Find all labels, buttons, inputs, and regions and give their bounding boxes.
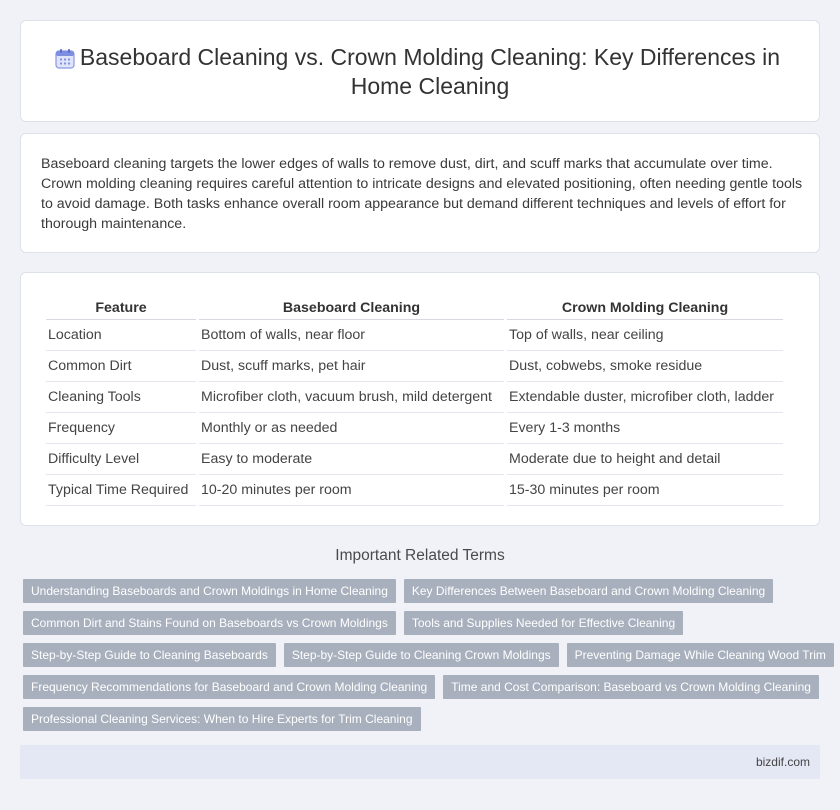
related-term-link[interactable]: Step-by-Step Guide to Cleaning Baseboards [23,643,276,667]
related-term-link[interactable]: Preventing Damage While Cleaning Wood Trim [567,643,834,667]
cell-baseboard: Monthly or as needed [199,413,504,444]
related-terms-tags [23,579,826,739]
cell-baseboard: Easy to moderate [199,444,504,475]
header-crown-molding: Crown Molding Cleaning [507,297,783,320]
table-row [46,382,783,413]
cell-baseboard: Dust, scuff marks, pet hair [199,351,504,382]
header-feature: Feature [46,297,196,320]
cell-feature: Common Dirt [46,351,196,382]
page-title: Baseboard Cleaning vs. Crown Molding Cleaning: Key Differences in Home Cleaning [79,44,781,99]
cell-feature: Cleaning Tools [46,382,196,413]
cell-feature: Typical Time Required [46,475,196,506]
cell-baseboard: 10-20 minutes per room [199,475,504,506]
table-row [46,475,783,506]
intro-text: Baseboard cleaning targets the lower edges of walls to remove dust, dirt, and scuff marks that accumulate over time. Crown molding cleaning requires careful attention to intricate designs and elevated positioning, often needing gentle tools to avoid damage. Both tasks enhance overall room appearance but demand different techniques and levels of effort for thorough maintenance. [41,156,803,232]
cell-crown-molding: Extendable duster, microfiber cloth, ladder [507,382,783,413]
cell-crown-molding: Every 1-3 months [507,413,783,444]
intro-card [20,133,820,253]
tag-row [23,707,823,731]
cell-crown-molding: 15-30 minutes per room [507,475,783,506]
cell-feature: Frequency [46,413,196,444]
tag-row [23,579,823,603]
cell-crown-molding: Top of walls, near ceiling [507,320,783,351]
footer-brand[interactable]: bizdif.com [755,755,810,769]
related-term-link[interactable]: Step-by-Step Guide to Cleaning Crown Moldings [284,643,559,667]
cell-feature: Difficulty Level [46,444,196,475]
related-term-link[interactable]: Understanding Baseboards and Crown Moldings in Home Cleaning [23,579,396,603]
related-term-link[interactable]: Time and Cost Comparison: Baseboard vs Crown Molding Cleaning [443,675,819,699]
title-card [20,20,820,122]
table-row [46,351,783,382]
related-term-link[interactable]: Key Differences Between Baseboard and Crown Molding Cleaning [404,579,773,603]
cell-crown-molding: Moderate due to height and detail [507,444,783,475]
cell-baseboard: Microfiber cloth, vacuum brush, mild detergent [199,382,504,413]
table-row [46,413,783,444]
table-row [46,320,783,351]
cell-crown-molding: Dust, cobwebs, smoke residue [507,351,783,382]
header-baseboard: Baseboard Cleaning [199,297,504,320]
related-term-link[interactable]: Professional Cleaning Services: When to Hire Experts for Trim Cleaning [23,707,421,731]
related-terms-heading: Important Related Terms [335,547,505,564]
table-row [46,444,783,475]
related-term-link[interactable]: Frequency Recommendations for Baseboard and Crown Molding Cleaning [23,675,435,699]
comparison-table [43,297,786,506]
related-term-link[interactable]: Common Dirt and Stains Found on Baseboards vs Crown Moldings [23,611,396,635]
tag-row [23,611,823,635]
related-term-link[interactable]: Tools and Supplies Needed for Effective Cleaning [404,611,683,635]
tag-row [23,675,823,699]
footer [20,745,820,779]
table-header-row [46,297,783,320]
tag-row [23,643,826,667]
cell-feature: Location [46,320,196,351]
comparison-card [20,272,820,526]
cell-baseboard: Bottom of walls, near floor [199,320,504,351]
